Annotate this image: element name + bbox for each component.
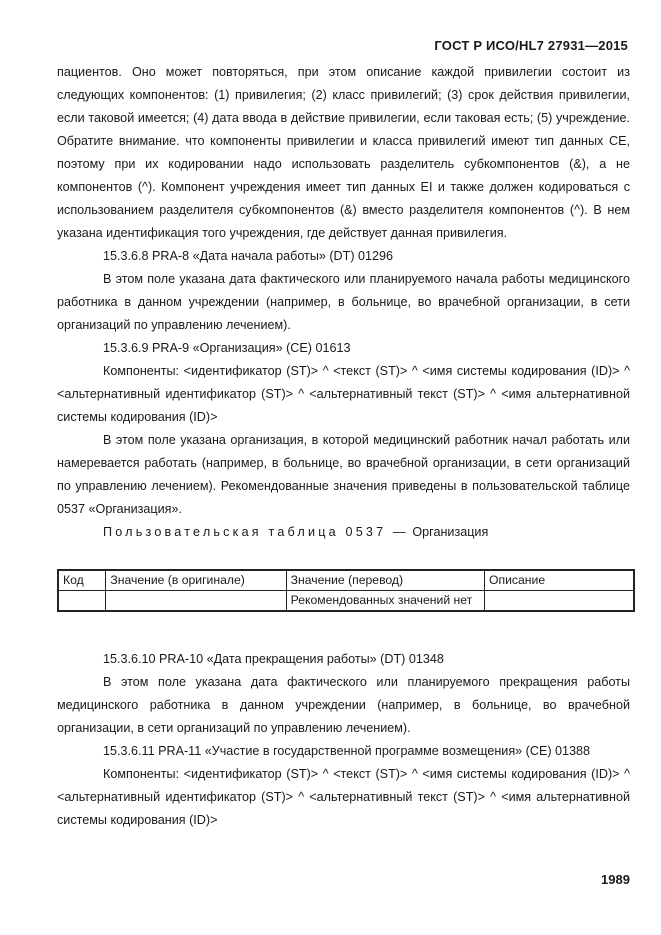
table-cell: Рекомендованных значений нет <box>286 591 484 612</box>
section-heading-pra8: 15.3.6.8 PRA-8 «Дата начала работы» (DT) 01296 <box>103 249 394 263</box>
organization-table <box>57 569 635 612</box>
table-header-cell: Описание <box>485 570 634 591</box>
table-header-row <box>58 570 634 591</box>
paragraph-pra11-components: Компоненты: <идентификатор (ST)> ^ <текст (ST)> ^ <имя системы кодирования (ID)> ^ <альтернативный идентификатор (ST)> ^ <альтернативный текст (ST)> ^ <имя альтернативной системы кодирования (ID)> <box>57 767 630 827</box>
table-header-cell: Значение (перевод) <box>286 570 484 591</box>
body-text-top <box>57 61 630 544</box>
table-row <box>58 591 634 612</box>
table-caption-dash: — <box>393 525 406 539</box>
standard-header: ГОСТ Р ИСО/HL7 27931—2015 <box>434 38 628 53</box>
table-cell <box>485 591 634 612</box>
table-cell <box>106 591 286 612</box>
table-header-cell: Код <box>58 570 106 591</box>
page-number: 1989 <box>601 872 630 887</box>
table-caption-title: Пользовательская таблица 0537 <box>103 525 387 539</box>
paragraph-pra9-description: В этом поле указана организация, в которой медицинский работник начал работать или намеревается работать (например, в больнице, во врачебной организации, в сети организаций по управлению лечением). Рекомендованные значения приведены в пользовательской таблице 0537 «Организация». <box>57 433 630 516</box>
section-heading-pra9: 15.3.6.9 PRA-9 «Организация» (CE) 01613 <box>103 341 351 355</box>
paragraph-pra9-components: Компоненты: <идентификатор (ST)> ^ <текст (ST)> ^ <имя системы кодирования (ID)> ^ <альтернативный идентификатор (ST)> ^ <альтернативный текст (ST)> ^ <имя альтернативной системы кодирования (ID)> <box>57 364 630 424</box>
paragraph-pra8: В этом поле указана дата фактического или планируемого начала работы медицинского работника в данном учреждении (например, в больнице, во врачебной организации, в сети организаций по управлению лечением). <box>57 272 630 332</box>
paragraph-pra10: В этом поле указана дата фактического или планируемого прекращения работы медицинского работника в данном учреждении (например, в больнице, во врачебной организации, в сети организаций по управлению лечением). <box>57 675 630 735</box>
table-caption-name: Организация <box>412 525 489 539</box>
table-caption <box>57 521 630 544</box>
body-text-bottom <box>57 648 630 832</box>
paragraph-privileges: пациентов. Оно может повторяться, при этом описание каждой привилегии состоит из следующих компонентов: (1) привилегия; (2) класс привилегий; (3) срок действия привилегии, если таковой имеется; (4) дата ввода в действие привилегии, если таковая есть; (5) учреждение. Обратите внимание. что компоненты привилегии и класса привилегий имеют тип данных CE, поэтому при их кодировании надо использовать разделитель субкомпонентов (&), а не компонентов (^). Компонент учреждения имеет тип данных EI и также должен кодироваться с использованием разделителя субкомпонентов (&) вместо разделителя компонентов (^). В нем указана идентификация того учреждения, где действует данная привилегия. <box>57 65 630 240</box>
section-heading-pra10: 15.3.6.10 PRA-10 «Дата прекращения работы» (DT) 01348 <box>103 652 444 666</box>
table-header-cell: Значение (в оригинале) <box>106 570 286 591</box>
section-heading-pra11: 15.3.6.11 PRA-11 «Участие в государственной программе возмещения» (CE) 01388 <box>103 744 591 758</box>
table-cell <box>58 591 106 612</box>
